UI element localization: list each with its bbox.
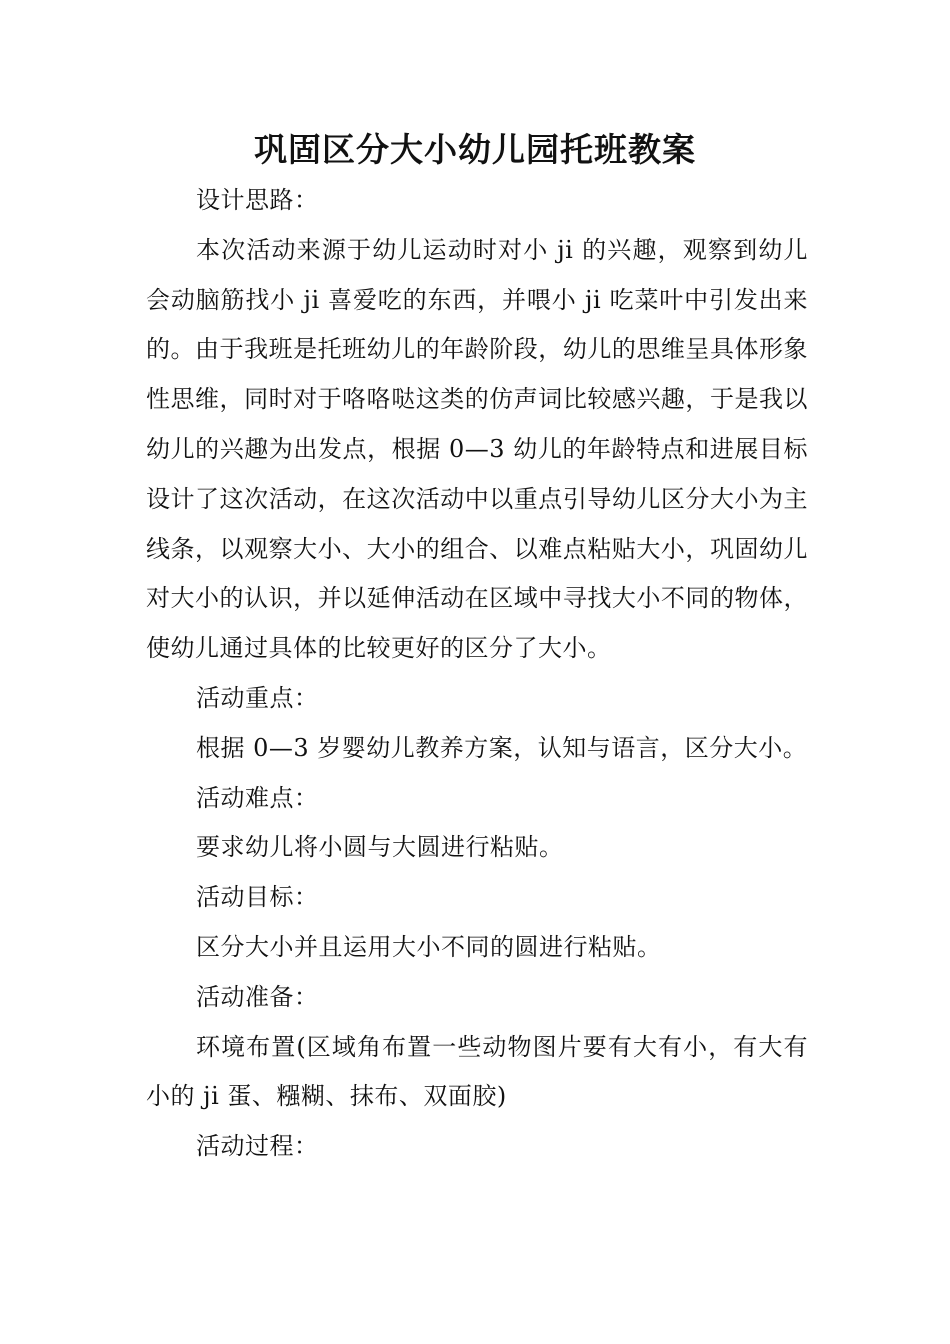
preparation-paragraph: 环境布置(区域角布置一些动物图片要有大有小，有大有小的 ji 蛋、糨糊、抹布、双面胶) (146, 1032, 808, 1111)
objective-paragraph: 区分大小并且运用大小不同的圆进行粘贴。 (196, 932, 662, 961)
key-point-paragraph: 根据 0—3 岁婴幼儿教养方案，认知与语言，区分大小。 (196, 733, 808, 762)
document-title: 巩固区分大小幼儿园托班教案 (254, 130, 696, 169)
document-body (146, 176, 808, 1172)
section-heading-difficulty: 活动难点： (196, 783, 319, 812)
section-heading-key-point: 活动重点： (196, 683, 319, 712)
section-heading-design-idea: 设计思路： (196, 186, 319, 214)
section-heading-process: 活动过程： (196, 1132, 319, 1161)
section-heading-preparation: 活动准备： (196, 982, 319, 1011)
design-idea-paragraph: 本次活动来源于幼儿运动时对小 ji 的兴趣，观察到幼儿会动脑筋找小 ji 喜爱吃的东西，并喂小 ji 吃菜叶中引发出来的。由于我班是托班幼儿的年龄阶段，幼儿的思维呈具体形象性思维，同时对于咯咯哒这类的仿声词比较感兴趣，于是我以幼儿的兴趣为出发点，根据 0—3 幼儿的年龄特点和进展目标设计了这次活动，在这次活动中以重点引导幼儿区分大小为主线条，以观察大小、大小的组合、以难点粘贴大小，巩固幼儿对大小的认识，并以延伸活动在区域中寻找大小不同的物体，使幼儿通过具体的比较更好的区分了大小。 (146, 235, 808, 663)
difficulty-paragraph: 要求幼儿将小圆与大圆进行粘贴。 (196, 833, 564, 862)
section-heading-objective: 活动目标： (196, 883, 319, 912)
